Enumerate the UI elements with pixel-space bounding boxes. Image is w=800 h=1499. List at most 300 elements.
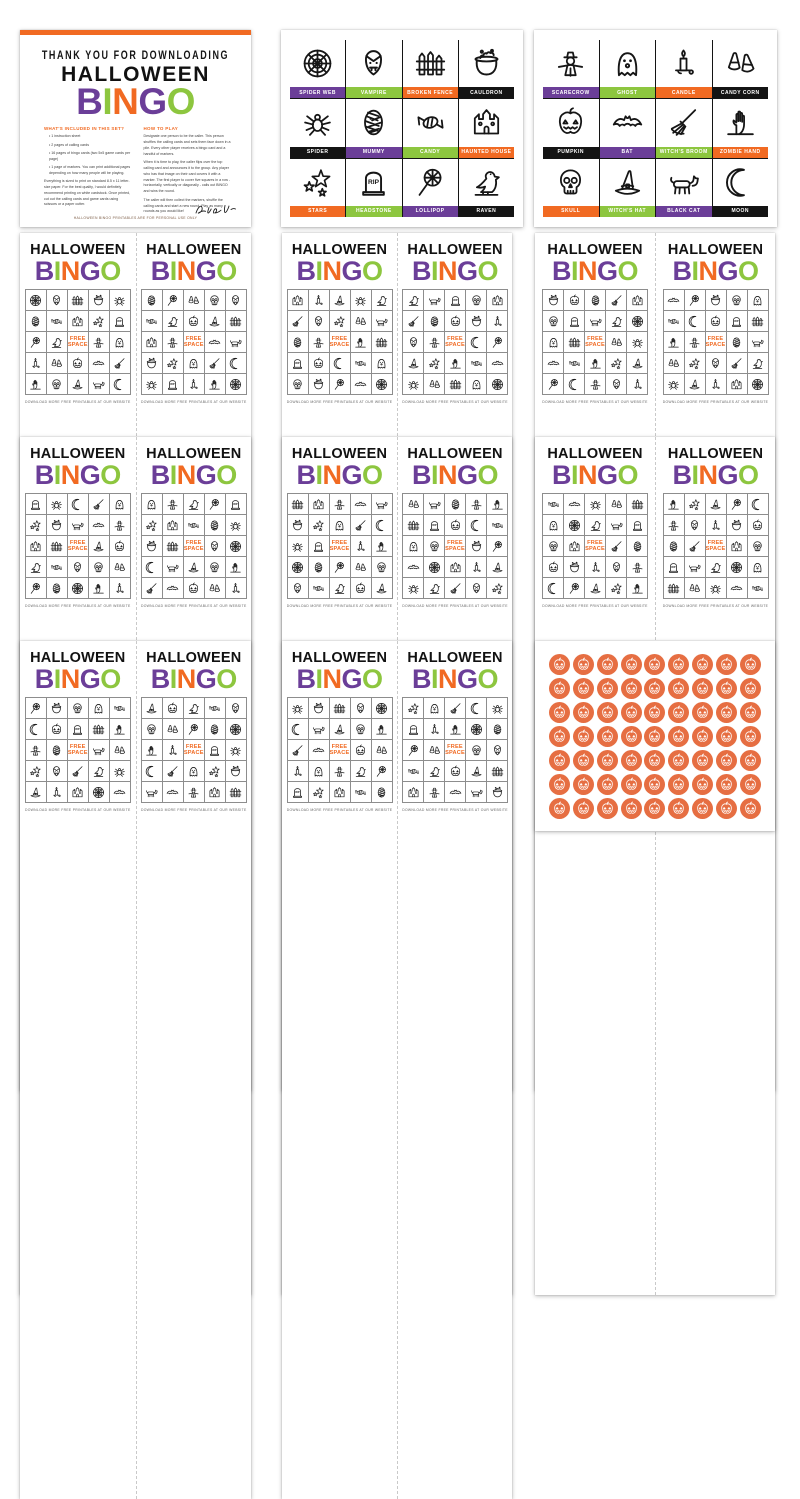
spider-web-icon xyxy=(568,519,581,532)
bingo-cell xyxy=(706,374,726,394)
bingo-cell xyxy=(445,740,465,760)
bingo-cell xyxy=(466,515,486,535)
calling-label: WITCH'S HAT xyxy=(600,206,656,217)
zombie-hand-icon xyxy=(145,744,158,757)
card-title: HALLOWEEN xyxy=(30,242,126,258)
bingo-cell xyxy=(351,353,371,373)
bingo-cell xyxy=(163,515,183,535)
spider-icon xyxy=(145,378,158,391)
bingo-cell xyxy=(205,557,225,577)
witchs-broom-icon xyxy=(166,765,179,778)
vampire-icon xyxy=(357,47,390,80)
stars-icon xyxy=(688,498,701,511)
bingo-cell xyxy=(351,719,371,739)
bingo-letter: N xyxy=(112,81,139,122)
calling-cell xyxy=(600,159,656,217)
cauldron-icon xyxy=(145,540,158,553)
bullet-item: • 2 pages of calling cards xyxy=(49,142,90,147)
free-space: FREE SPACE xyxy=(585,539,605,553)
bingo-cell xyxy=(226,782,246,802)
candy-icon xyxy=(751,582,764,595)
bingo-letter: G xyxy=(596,459,618,490)
bingo-cell xyxy=(26,374,46,394)
bingo-cell xyxy=(205,761,225,781)
broken-fence-icon xyxy=(407,519,420,532)
calling-cell xyxy=(656,40,712,98)
bingo-cell xyxy=(372,494,392,514)
pumpkin-icon xyxy=(547,561,560,574)
bingo-cell xyxy=(89,290,109,310)
pumpkin-icon xyxy=(719,681,734,696)
bingo-cell xyxy=(68,719,88,739)
cauldron-icon xyxy=(470,315,483,328)
pumpkin-marker xyxy=(716,654,737,675)
card-title: HALLOWEEN xyxy=(30,650,126,666)
headstone-icon xyxy=(166,378,179,391)
bat-icon xyxy=(354,378,367,391)
bingo-cell xyxy=(706,311,726,331)
bingo-cell xyxy=(748,536,768,556)
bingo-cell xyxy=(226,719,246,739)
haunted-house-icon xyxy=(71,786,84,799)
bingo-letter: B xyxy=(672,255,692,286)
included-column xyxy=(44,126,132,218)
pumpkin-icon-box xyxy=(543,99,599,146)
bingo-cell xyxy=(330,761,350,781)
bingo-cell xyxy=(606,374,626,394)
bingo-cell xyxy=(466,311,486,331)
pumpkin-marker xyxy=(549,654,570,675)
pumpkin-marker xyxy=(740,726,761,747)
bingo-letter: B xyxy=(150,459,170,490)
bingo-cell xyxy=(330,557,350,577)
skull-icon xyxy=(730,294,743,307)
black-cat-icon xyxy=(751,336,764,349)
candy-corn-icon xyxy=(428,744,441,757)
calling-cell xyxy=(403,159,458,217)
bingo-cell xyxy=(403,782,423,802)
bingo-cell xyxy=(585,557,605,577)
calling-label: SPIDER WEB xyxy=(290,87,345,98)
free-space: FREE SPACE xyxy=(705,335,726,349)
pumpkin-marker xyxy=(644,750,665,771)
bingo-cell xyxy=(466,353,486,373)
bingo-cell xyxy=(606,557,626,577)
bingo-letter: N xyxy=(176,459,196,490)
bingo-cell xyxy=(606,515,626,535)
ghost-icon xyxy=(428,702,441,715)
bingo-cell xyxy=(226,515,246,535)
bingo-card xyxy=(535,437,655,1295)
bingo-cell xyxy=(330,353,350,373)
vampire-icon-box xyxy=(346,40,401,87)
bingo-cell xyxy=(26,719,46,739)
bingo-cell xyxy=(110,719,130,739)
calling-label: SPIDER xyxy=(290,147,345,158)
zombie-hand-icon xyxy=(208,378,221,391)
black-cat-icon xyxy=(71,519,84,532)
card-footer: DOWNLOAD MORE FREE PRINTABLES AT OUR WEBSITE xyxy=(286,808,393,813)
headstone-icon xyxy=(568,315,581,328)
candy-corn-icon xyxy=(354,315,367,328)
candy-icon xyxy=(414,106,447,139)
bingo-cell xyxy=(47,311,67,331)
candy-corn-icon xyxy=(724,47,757,80)
scarecrow-icon xyxy=(29,744,42,757)
bat-icon xyxy=(312,744,325,757)
bingo-cell xyxy=(627,332,647,352)
candle-icon xyxy=(229,582,242,595)
vampire-icon xyxy=(610,378,623,391)
headstone-icon xyxy=(291,786,304,799)
bingo-letter: B xyxy=(672,459,692,490)
bingo-cell xyxy=(748,374,768,394)
pumpkin-marker xyxy=(740,702,761,723)
witchs-hat-icon xyxy=(333,723,346,736)
pumpkin-icon xyxy=(187,315,200,328)
bingo-cell xyxy=(47,536,67,556)
card-footer: DOWNLOAD MORE FREE PRINTABLES AT OUR WEBSITE xyxy=(286,604,393,609)
bingo-letter: G xyxy=(79,255,101,286)
bingo-cell xyxy=(68,536,88,556)
bat-icon xyxy=(407,561,420,574)
card-title: HALLOWEEN xyxy=(547,446,643,462)
bingo-cell xyxy=(205,740,225,760)
mummy-icon xyxy=(208,519,221,532)
pumpkin-marker xyxy=(668,726,689,747)
bingo-cell xyxy=(288,494,308,514)
bingo-grid xyxy=(287,493,393,599)
lollipop-icon-box xyxy=(403,159,458,206)
bingo-cell xyxy=(445,761,465,781)
bingo-cell xyxy=(445,311,465,331)
pumpkin-marker xyxy=(668,750,689,771)
scarecrow-icon xyxy=(113,519,126,532)
bingo-cell xyxy=(226,740,246,760)
pumpkin-marker xyxy=(621,678,642,699)
pumpkin-marker xyxy=(692,726,713,747)
paragraph: Designate one person to be the caller. This person shuffles the calling cards and sets them face down in a pile. Every other player receives a bingo card and a handful of markers. xyxy=(143,134,231,156)
bingo-cell xyxy=(445,290,465,310)
bingo-cell xyxy=(309,332,329,352)
headstone-icon xyxy=(229,498,242,511)
bingo-cell xyxy=(309,719,329,739)
bat-icon xyxy=(208,336,221,349)
bingo-cell xyxy=(727,578,747,598)
candle-icon-box xyxy=(656,40,712,87)
haunted-house-icon xyxy=(208,786,221,799)
bingo-letter: N xyxy=(176,255,196,286)
stars-icon xyxy=(29,519,42,532)
stars-icon xyxy=(610,357,623,370)
bingo-letter: I xyxy=(53,255,61,286)
bingo-cell xyxy=(309,740,329,760)
bingo-letter: B xyxy=(296,663,316,694)
calling-cell xyxy=(346,159,401,217)
bingo-cell xyxy=(466,578,486,598)
bingo-letter: I xyxy=(169,663,177,694)
moon-icon xyxy=(724,166,757,199)
bingo-cell xyxy=(685,578,705,598)
bingo-letter: I xyxy=(169,459,177,490)
bingo-cell xyxy=(543,332,563,352)
witchs-broom-icon xyxy=(688,540,701,553)
lollipop-icon xyxy=(547,378,560,391)
bingo-cell xyxy=(351,782,371,802)
moon-icon xyxy=(291,723,304,736)
spider-icon xyxy=(229,744,242,757)
bingo-cell xyxy=(685,536,705,556)
ghost-icon xyxy=(751,294,764,307)
zombie-hand-icon xyxy=(667,336,680,349)
bingo-letter: N xyxy=(60,663,80,694)
bingo-cell xyxy=(26,494,46,514)
candy-icon xyxy=(208,702,221,715)
bingo-cell xyxy=(564,290,584,310)
pumpkin-icon xyxy=(552,681,567,696)
paragraph: When it is time to play, the caller flips over the top calling card and announces it to the group. Any player who has that image on their card covers it with a marker. The first player to cover five squares in a row - horizontally, vertically or diagonally - calls out BINGO and wins the round. xyxy=(143,160,231,194)
bingo-title xyxy=(20,81,251,122)
raven-icon xyxy=(428,582,441,595)
bingo-cell xyxy=(330,578,350,598)
lollipop-icon xyxy=(29,582,42,595)
haunted-house-icon xyxy=(730,540,743,553)
bingo-cell xyxy=(627,290,647,310)
bingo-letter: O xyxy=(100,459,121,490)
zombie-hand-icon xyxy=(29,378,42,391)
pumpkin-marker xyxy=(621,702,642,723)
bingo-letter: I xyxy=(315,459,323,490)
black-cat-icon xyxy=(470,786,483,799)
bingo-cell xyxy=(205,515,225,535)
lollipop-icon xyxy=(208,498,221,511)
bingo-cell xyxy=(226,494,246,514)
bingo-cell xyxy=(445,578,465,598)
haunted-house-icon xyxy=(166,519,179,532)
bingo-cell xyxy=(424,311,444,331)
bingo-cell xyxy=(487,578,507,598)
bingo-cell xyxy=(706,557,726,577)
mummy-icon xyxy=(145,294,158,307)
candy-icon xyxy=(491,519,504,532)
free-space: FREE SPACE xyxy=(445,335,465,349)
bingo-cell xyxy=(543,557,563,577)
bingo-cell xyxy=(89,515,109,535)
bingo-cell xyxy=(330,515,350,535)
calling-cell xyxy=(600,40,656,98)
skull-icon xyxy=(428,540,441,553)
pumpkin-icon xyxy=(624,729,639,744)
zombie-hand-icon xyxy=(491,498,504,511)
card-footer: DOWNLOAD MORE FREE PRINTABLES AT OUR WEBSITE xyxy=(25,808,131,813)
bingo-cell xyxy=(226,311,246,331)
bingo-cell xyxy=(26,740,46,760)
bingo-cell xyxy=(351,698,371,718)
vampire-icon xyxy=(229,294,242,307)
card-footer: DOWNLOAD MORE FREE PRINTABLES AT OUR WEBSITE xyxy=(25,400,131,405)
spider-web-icon xyxy=(631,315,644,328)
pumpkin-marker xyxy=(692,774,713,795)
card-footer: DOWNLOAD MORE FREE PRINTABLES AT OUR WEBSITE xyxy=(542,400,648,405)
bingo-cell xyxy=(487,782,507,802)
spider-web-icon xyxy=(71,582,84,595)
haunted-house-icon xyxy=(449,561,462,574)
pumpkin-icon xyxy=(624,657,639,672)
pumpkin-icon xyxy=(166,702,179,715)
spider-icon xyxy=(709,582,722,595)
headstone-icon xyxy=(449,294,462,307)
bingo-cell xyxy=(110,374,130,394)
bingo-cell xyxy=(606,332,626,352)
bingo-cell xyxy=(351,494,371,514)
calling-label: CANDLE xyxy=(656,87,712,98)
bingo-cell xyxy=(330,740,350,760)
mummy-icon xyxy=(50,744,63,757)
bingo-cell xyxy=(205,374,225,394)
moon-icon xyxy=(751,498,764,511)
witchs-hat-icon xyxy=(491,561,504,574)
bingo-cell xyxy=(110,290,130,310)
calling-label: BLACK CAT xyxy=(656,206,712,217)
free-space: FREE SPACE xyxy=(183,539,204,553)
ghost-icon xyxy=(611,47,644,80)
moon-icon-box xyxy=(713,159,769,206)
bingo-card xyxy=(397,641,512,1499)
bingo-cell xyxy=(163,578,183,598)
bingo-cell xyxy=(226,332,246,352)
pumpkin-icon xyxy=(576,657,591,672)
pumpkin-icon xyxy=(647,681,662,696)
pumpkin-marker xyxy=(692,750,713,771)
witchs-hat-icon xyxy=(208,315,221,328)
pumpkin-icon xyxy=(709,315,722,328)
bingo-letter: I xyxy=(430,459,438,490)
pumpkin-icon xyxy=(624,681,639,696)
pumpkin-marker xyxy=(549,750,570,771)
bingo-cell xyxy=(163,782,183,802)
black-cat-icon xyxy=(589,315,602,328)
candy-icon-box xyxy=(403,99,458,146)
pumpkin-marker xyxy=(740,774,761,795)
cauldron-icon xyxy=(568,561,581,574)
bingo-cell xyxy=(585,536,605,556)
bingo-cell xyxy=(424,740,444,760)
bingo-cell xyxy=(205,332,225,352)
spider-icon xyxy=(113,294,126,307)
bingo-cell xyxy=(685,332,705,352)
witchs-broom-icon xyxy=(354,519,367,532)
bingo-cell xyxy=(163,494,183,514)
pumpkin-icon xyxy=(695,681,710,696)
pumpkin-icon xyxy=(719,801,734,816)
card-title: HALLOWEEN xyxy=(667,242,764,258)
black-cat-icon-box xyxy=(656,159,712,206)
spider-web-icon xyxy=(375,702,388,715)
bingo-cell xyxy=(727,311,747,331)
bingo-cell xyxy=(68,515,88,535)
pumpkin-icon xyxy=(624,777,639,792)
pumpkin-icon xyxy=(552,801,567,816)
black-cat-icon xyxy=(375,315,388,328)
bingo-cell xyxy=(748,311,768,331)
bingo-cell xyxy=(564,515,584,535)
pumpkin-marker xyxy=(716,726,737,747)
calling-cell xyxy=(543,159,599,217)
haunted-house-icon xyxy=(145,336,158,349)
card-bingo-title xyxy=(150,663,237,694)
vampire-icon xyxy=(491,744,504,757)
broken-fence-icon xyxy=(229,786,242,799)
bingo-grid xyxy=(287,289,393,395)
spider-icon xyxy=(291,702,304,715)
pumpkin-marker xyxy=(644,798,665,819)
bingo-cell xyxy=(487,719,507,739)
pumpkin-marker xyxy=(692,798,713,819)
signature-script xyxy=(193,202,237,217)
bingo-cell xyxy=(424,761,444,781)
calling-label: CANDY CORN xyxy=(713,87,769,98)
bingo-cell xyxy=(351,332,371,352)
calling-label: MUMMY xyxy=(346,147,401,158)
bingo-cell xyxy=(748,290,768,310)
scarecrow-icon xyxy=(333,765,346,778)
bingo-letter: I xyxy=(570,255,578,286)
bingo-grid xyxy=(542,289,648,395)
calling-label: STARS xyxy=(290,206,345,217)
bingo-letter: B xyxy=(411,459,431,490)
bingo-letter: O xyxy=(216,255,237,286)
witchs-broom-icon xyxy=(610,540,623,553)
bingo-cell xyxy=(184,782,204,802)
lollipop-icon xyxy=(414,166,447,199)
bingo-cell xyxy=(205,311,225,331)
card-bingo-title xyxy=(150,459,237,490)
moon-icon xyxy=(470,519,483,532)
black-cat-icon xyxy=(166,561,179,574)
moon-icon xyxy=(568,378,581,391)
cauldron-icon xyxy=(470,540,483,553)
scarecrow-icon xyxy=(688,336,701,349)
bingo-cell xyxy=(664,536,684,556)
bingo-letter: B xyxy=(296,459,316,490)
raven-icon xyxy=(354,765,367,778)
candle-icon xyxy=(470,561,483,574)
broken-fence-icon xyxy=(166,540,179,553)
card-bingo-title xyxy=(34,663,121,694)
spider-web-icon xyxy=(229,378,242,391)
bat-icon xyxy=(354,498,367,511)
pumpkin-marker xyxy=(621,654,642,675)
broken-fence-icon xyxy=(449,378,462,391)
pumpkin-icon xyxy=(719,753,734,768)
pumpkin-marker xyxy=(597,774,618,795)
card-title: HALLOWEEN xyxy=(146,446,242,462)
spider-icon xyxy=(301,106,334,139)
bingo-letter: N xyxy=(322,255,342,286)
witchs-broom-icon xyxy=(610,294,623,307)
bingo-cell xyxy=(466,332,486,352)
mummy-icon xyxy=(730,336,743,349)
bingo-letter: N xyxy=(577,255,597,286)
skull-icon xyxy=(547,315,560,328)
raven-icon-box xyxy=(459,159,514,206)
bingo-letter: G xyxy=(456,255,478,286)
black-cat-icon xyxy=(428,294,441,307)
skull-icon xyxy=(145,723,158,736)
calling-cell xyxy=(403,40,458,98)
scarecrow-icon xyxy=(470,498,483,511)
candy-corn-icon xyxy=(50,357,63,370)
